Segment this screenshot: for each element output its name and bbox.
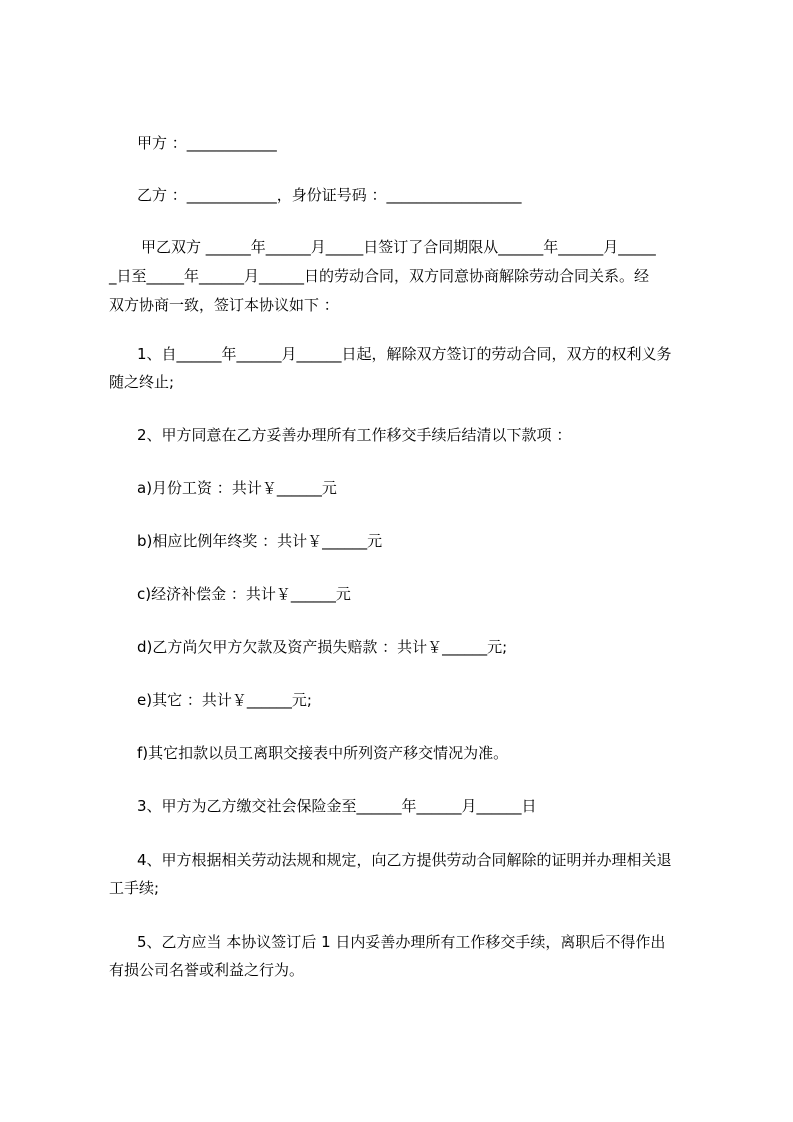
intro-line-3: 双方协商一致，签订本协议如下 ：: [109, 296, 339, 314]
intro-line-1: 甲乙双方 ______年______月_____日签订了合同期限从______年______月_____: [141, 238, 656, 256]
item-e-line: e)其它 ：共计￥______元;: [137, 691, 312, 709]
clause-4-line-2: 工手续;: [109, 879, 160, 897]
clause-3-line: 3、甲方为乙方缴交社会保险金至______年______月______日: [137, 797, 537, 815]
item-d-line: d)乙方尚欠甲方欠款及资产损失赔款 ：共计￥______元;: [137, 638, 508, 656]
item-f-line: f)其它扣款以员工离职交接表中所列资产移交情况为准。: [137, 744, 509, 762]
clause-1-line-2: 随之终止;: [109, 373, 175, 391]
clause-2-line: 2、甲方同意在乙方妥善办理所有工作移交手续后结清以下款项 ：: [137, 426, 572, 444]
clause-1-line-1: 1、自______年______月______日起，解除双方签订的劳动合同，双方的权利义务: [137, 345, 672, 363]
item-b-line: b)相应比例年终奖 ：共计￥______元: [137, 532, 383, 550]
clause-4-line-1: 4、甲方根据相关劳动法规和规定，向乙方提供劳动合同解除的证明并办理相关退: [137, 851, 672, 869]
item-a-line: a)月份工资 ：共计￥______元: [137, 479, 337, 497]
clause-5-line-1: 5、乙方应当 本协议签订后 1 日内妥善办理所有工作移交手续，离职后不得作出: [137, 933, 666, 951]
intro-line-2: _日至_____年______月______日的劳动合同，双方同意协商解除劳动合同关系。经: [109, 267, 650, 285]
clause-5-line-2: 有损公司名誉或利益之行为。: [109, 961, 305, 979]
party-a-line: 甲方 ：____________: [137, 134, 277, 152]
item-c-line: c)经济补偿金 ：共计￥______元: [137, 585, 351, 603]
party-b-line: 乙方 ：____________，身份证号码 ：__________________: [137, 186, 522, 204]
